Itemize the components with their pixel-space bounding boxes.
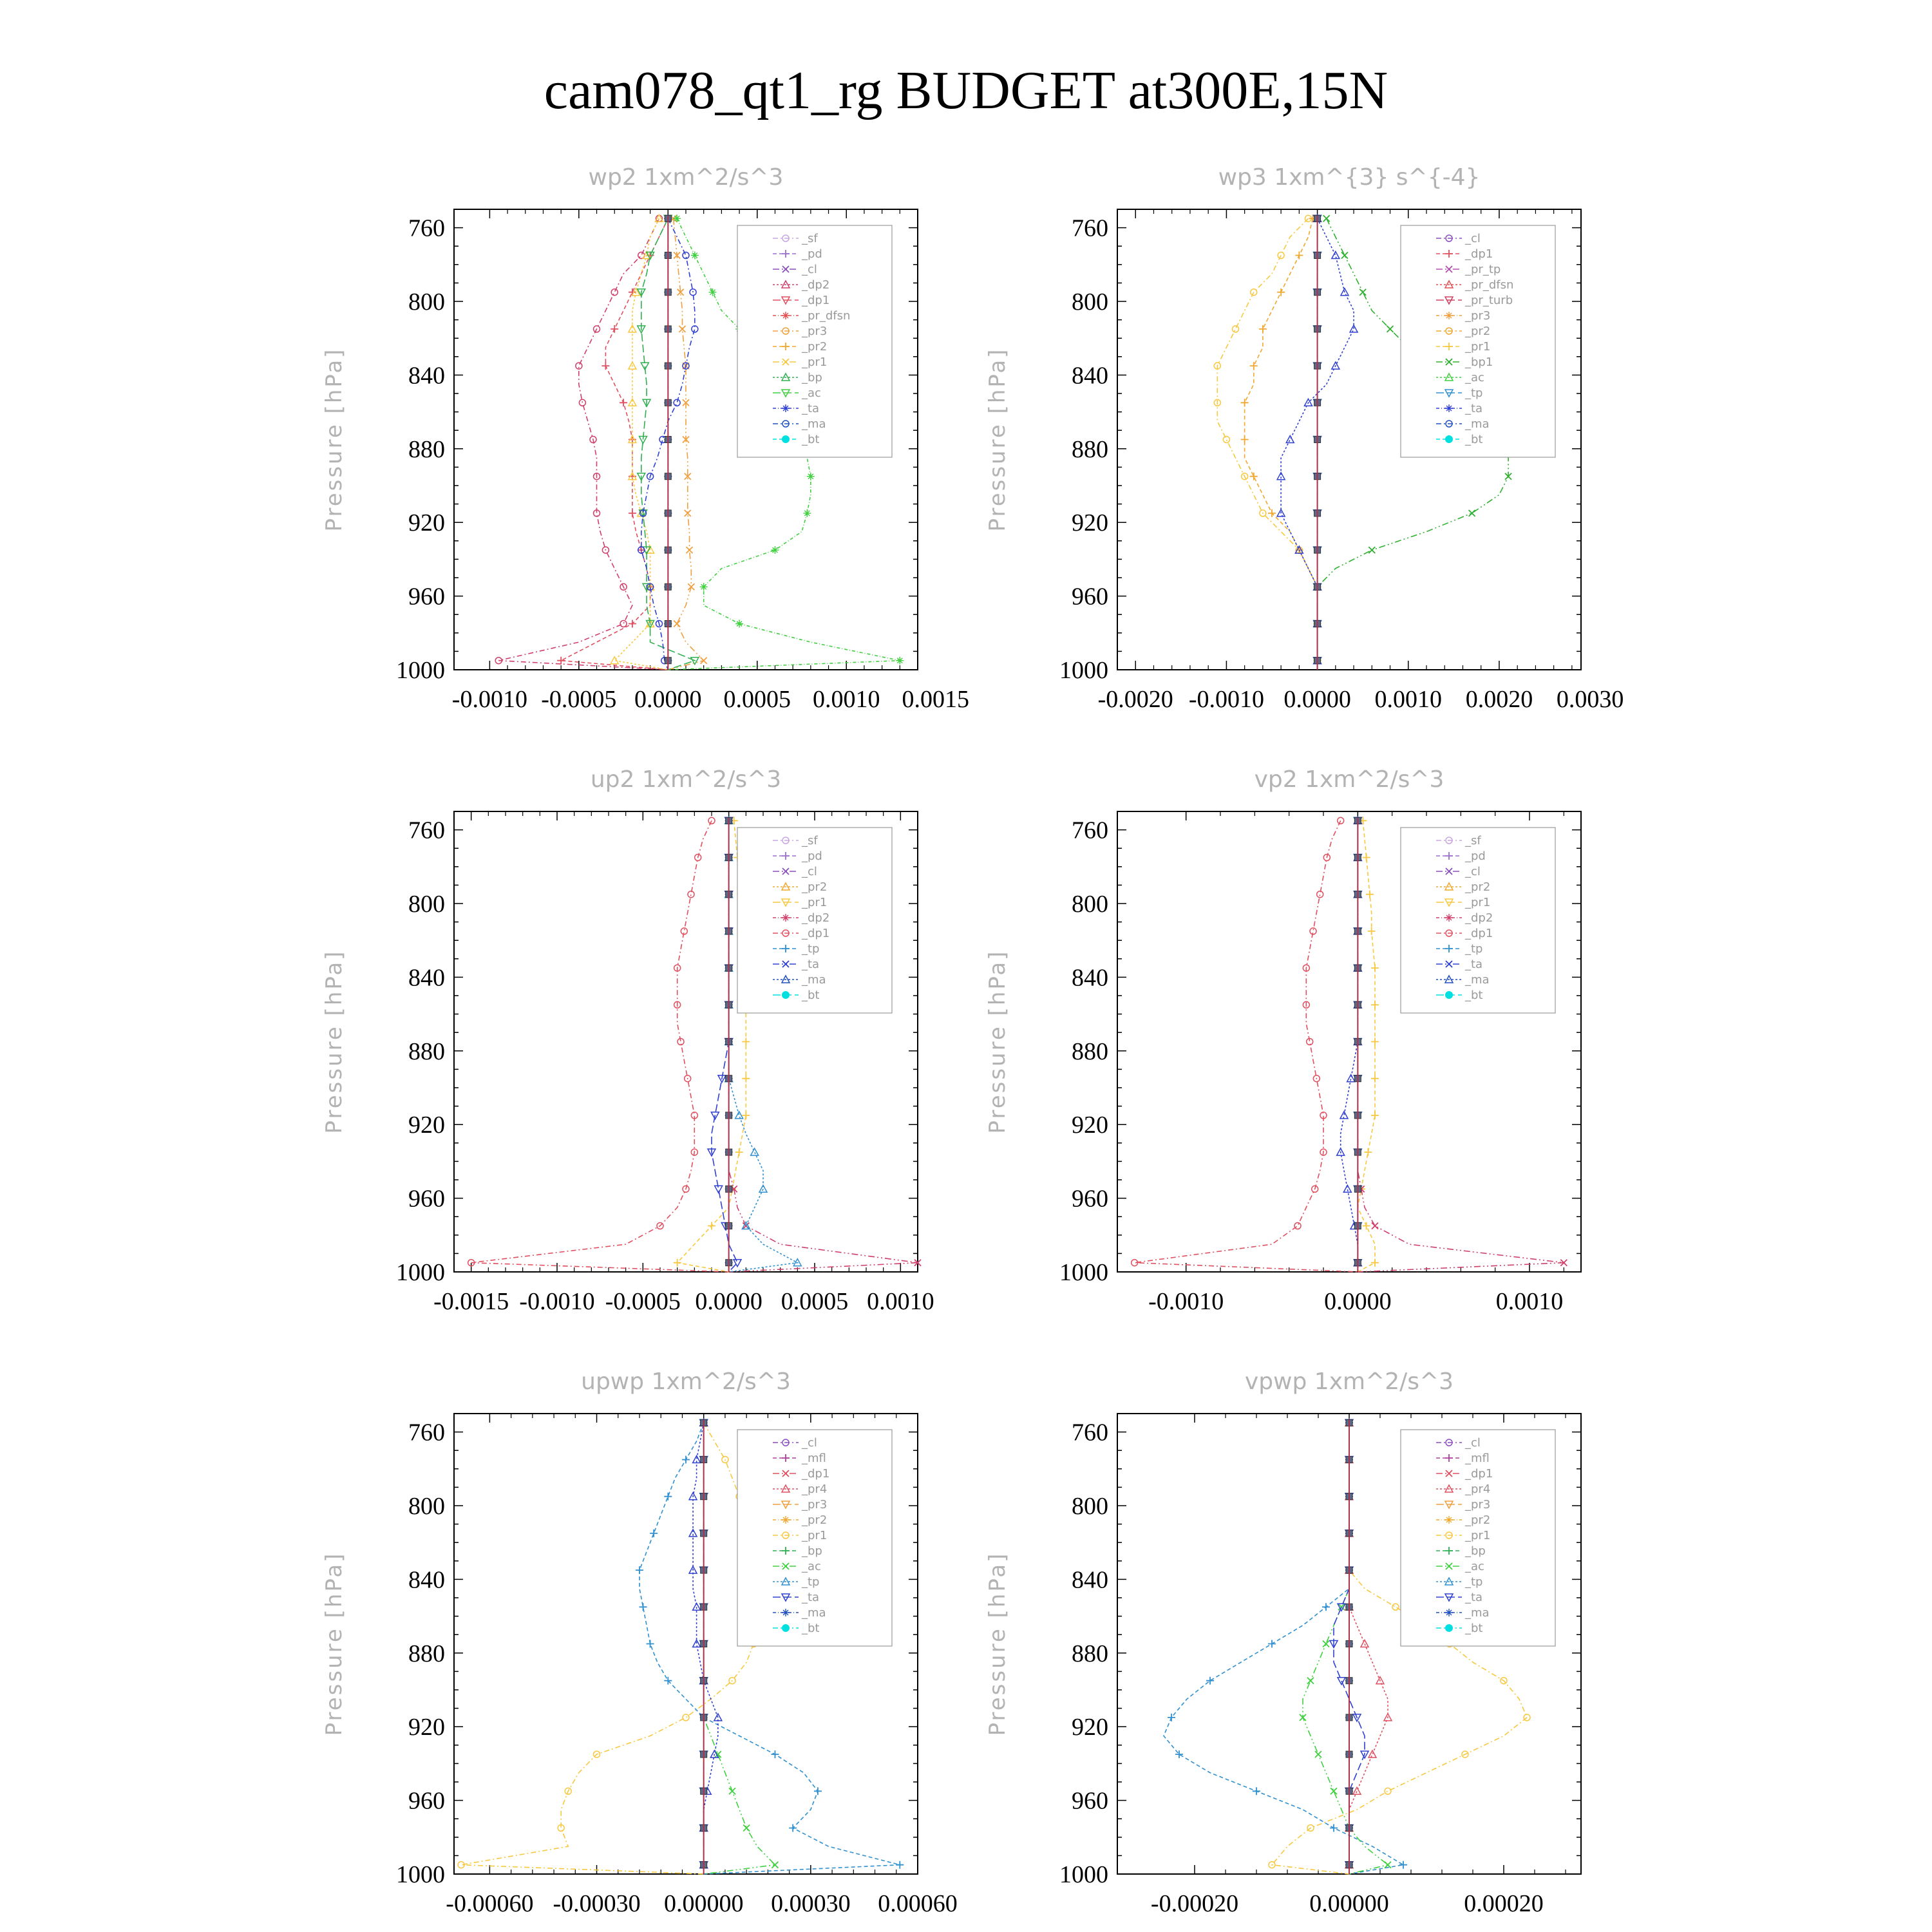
- x-tick-label: -0.0010: [1148, 1288, 1224, 1315]
- y-tick-label: 760: [408, 817, 445, 844]
- data-point: [1399, 1861, 1407, 1869]
- legend-label: _sf: [1465, 834, 1481, 848]
- series-line: [1135, 820, 1358, 1272]
- legend-label: _dp2: [1465, 911, 1493, 925]
- series-pr1: [1214, 215, 1320, 670]
- legend-label: _ac: [802, 1560, 821, 1573]
- y-tick-label: 840: [408, 964, 445, 992]
- y-tick-label: 800: [1072, 891, 1108, 918]
- series-line: [1245, 218, 1318, 670]
- legend-label: _dp2: [802, 911, 830, 925]
- legend-label: _tp: [1465, 386, 1483, 400]
- legend-label: _tp: [1465, 942, 1483, 956]
- legend-label: _bp: [1465, 1544, 1486, 1558]
- data-point: [1250, 473, 1258, 480]
- data-point: [1307, 1678, 1314, 1684]
- y-tick-label: 960: [1072, 1185, 1108, 1213]
- data-point: [1392, 1604, 1399, 1610]
- legend-label: _sf: [802, 232, 818, 245]
- y-tick-label: 880: [1072, 1037, 1108, 1065]
- data-point: [1317, 891, 1323, 898]
- legend-label: _pr2: [802, 340, 828, 354]
- data-point: [1371, 1259, 1379, 1267]
- data-point: [708, 1222, 715, 1230]
- legend-label: _ma: [802, 417, 826, 431]
- data-point: [1323, 215, 1330, 222]
- series-ac: [1300, 1419, 1391, 1874]
- y-axis-label: Pressure [hPa]: [985, 949, 1010, 1134]
- data-point: [611, 657, 618, 664]
- y-tick-label: 800: [408, 1493, 445, 1520]
- legend-label: _ta: [1465, 958, 1483, 971]
- data-point: [674, 621, 680, 627]
- legend-label: _bt: [1465, 1622, 1483, 1635]
- legend-label: _bp: [802, 1544, 822, 1558]
- legend-label: _cl: [1465, 865, 1481, 878]
- data-point: [807, 473, 815, 480]
- legend-label: _pr_dfsn: [1465, 278, 1514, 292]
- y-tick-label: 1000: [1059, 657, 1108, 684]
- legend-label: _dp1: [1465, 247, 1493, 261]
- legend-label: _pr_turb: [1465, 294, 1513, 307]
- panel-title: vp2 1xm^2/s^3: [1254, 766, 1444, 793]
- y-tick-label: 960: [408, 1787, 445, 1815]
- legend-label: _pr1: [1465, 896, 1491, 909]
- legend-label: _pr2: [1465, 325, 1491, 338]
- data-point: [1294, 1223, 1301, 1229]
- data-point: [683, 1714, 689, 1721]
- y-tick-label: 760: [1072, 214, 1108, 242]
- series-line: [1303, 1423, 1388, 1874]
- legend-label: _tp: [802, 1575, 820, 1589]
- legend-label: _bt: [802, 433, 820, 446]
- data-point: [709, 289, 717, 296]
- legend-label: _ma: [802, 973, 826, 987]
- y-tick-label: 1000: [396, 1861, 445, 1888]
- x-tick-label: 0.00030: [771, 1890, 851, 1917]
- data-point: [611, 325, 618, 333]
- y-axis-label: Pressure [hPa]: [985, 347, 1010, 532]
- data-point: [557, 657, 565, 665]
- y-tick-label: 840: [1072, 964, 1108, 992]
- legend-marker: [782, 1624, 790, 1632]
- x-tick-label: 0.0000: [695, 1288, 762, 1315]
- data-point: [771, 546, 779, 554]
- y-axis-label: Pressure [hPa]: [321, 1551, 347, 1736]
- legend-label: _pr1: [802, 355, 828, 369]
- x-tick-label: 0.0010: [812, 686, 880, 713]
- data-point: [601, 362, 609, 370]
- legend-marker: [782, 991, 790, 999]
- data-point: [1268, 1640, 1276, 1648]
- series-line: [1358, 820, 1375, 1272]
- data-point: [1323, 1641, 1329, 1647]
- legend-label: _pr3: [1465, 1498, 1491, 1511]
- data-point: [729, 1788, 735, 1794]
- data-point: [650, 1530, 658, 1537]
- y-tick-label: 1000: [396, 1259, 445, 1286]
- data-point: [701, 658, 707, 664]
- legend-label: _pr2: [1465, 880, 1491, 894]
- data-point: [1469, 510, 1475, 516]
- legend-label: _bt: [802, 1622, 820, 1635]
- x-tick-label: 0.00060: [878, 1890, 958, 1917]
- x-tick-label: 0.0005: [723, 686, 791, 713]
- data-point: [679, 326, 685, 332]
- legend-label: _ta: [1465, 1591, 1483, 1604]
- y-tick-label: 960: [1072, 1787, 1108, 1815]
- x-tick-label: -0.0015: [433, 1288, 509, 1315]
- y-tick-label: 920: [408, 1714, 445, 1741]
- x-tick-label: 0.0010: [867, 1288, 934, 1315]
- legend-label: _ta: [802, 958, 820, 971]
- panel-1: [321, 164, 969, 713]
- y-tick-label: 800: [408, 891, 445, 918]
- data-point: [611, 289, 618, 296]
- y-tick-label: 760: [408, 1419, 445, 1446]
- panel-title: vpwp 1xm^2/s^3: [1244, 1368, 1454, 1395]
- data-point: [1268, 509, 1276, 517]
- legend-label: _ma: [1465, 1606, 1490, 1620]
- data-point: [1286, 436, 1294, 443]
- panel-6: [985, 1368, 1581, 1917]
- legend-label: _ac: [1465, 371, 1484, 384]
- data-point: [1359, 289, 1366, 296]
- data-point: [743, 1825, 750, 1832]
- legend-label: _dp1: [1465, 1467, 1493, 1481]
- data-point: [1315, 1751, 1321, 1757]
- legend-label: _ta: [1465, 402, 1483, 415]
- data-point: [814, 1787, 822, 1795]
- data-point: [751, 1148, 759, 1155]
- y-tick-label: 760: [1072, 1419, 1108, 1446]
- data-point: [1371, 964, 1379, 972]
- data-point: [1371, 1075, 1379, 1083]
- x-tick-label: 0.0010: [1495, 1288, 1564, 1315]
- panel-2: [985, 164, 1624, 713]
- y-tick-label: 880: [1072, 1640, 1108, 1667]
- legend-label: _bt: [802, 989, 820, 1002]
- y-tick-label: 840: [1072, 1566, 1108, 1594]
- legend-label: _ma: [1465, 417, 1490, 431]
- legend-label: _pr1: [802, 896, 828, 909]
- data-point: [1253, 1787, 1260, 1795]
- x-tick-label: 0.0000: [1283, 686, 1351, 713]
- legend-label: _pr3: [802, 1498, 828, 1511]
- y-tick-label: 760: [408, 214, 445, 242]
- series-pr3: [668, 215, 706, 670]
- x-tick-label: -0.00020: [1150, 1890, 1239, 1917]
- data-point: [1368, 927, 1376, 935]
- series-dp1: [1132, 817, 1358, 1272]
- data-point: [1363, 854, 1370, 862]
- legend-label: _cl: [802, 1436, 817, 1450]
- legend-marker: [1445, 435, 1453, 443]
- legend-label: _pr4: [802, 1482, 828, 1496]
- data-point: [1368, 1750, 1376, 1757]
- panel-4: [985, 766, 1581, 1315]
- series-line: [1341, 820, 1358, 1272]
- data-point: [674, 399, 680, 406]
- legend-label: _mfl: [802, 1452, 826, 1465]
- x-tick-label: 0.0030: [1556, 686, 1624, 713]
- data-point: [1241, 436, 1249, 444]
- series-line: [677, 820, 746, 1272]
- legend-label: _cl: [1465, 232, 1481, 245]
- series-line: [668, 218, 703, 670]
- y-tick-label: 880: [408, 1640, 445, 1667]
- series-line: [693, 1423, 718, 1874]
- data-point: [636, 1566, 643, 1574]
- data-point: [1341, 252, 1348, 259]
- legend-label: _pr3: [802, 325, 828, 338]
- y-tick-label: 920: [1072, 1714, 1108, 1741]
- data-point: [629, 509, 636, 517]
- legend-label: _ma: [802, 1606, 826, 1620]
- data-point: [620, 621, 627, 627]
- y-tick-label: 800: [1072, 1493, 1108, 1520]
- series-pr1: [611, 214, 668, 670]
- data-point: [1250, 362, 1258, 370]
- data-point: [742, 1112, 750, 1119]
- x-tick-label: 0.0005: [781, 1288, 849, 1315]
- data-point: [1368, 547, 1375, 553]
- legend-marker: [1445, 991, 1453, 999]
- x-tick-label: -0.0010: [451, 686, 527, 713]
- legend-label: _dp1: [802, 294, 830, 307]
- series-ta: [708, 817, 741, 1272]
- x-tick-label: 0.0000: [1324, 1288, 1392, 1315]
- data-point: [688, 583, 694, 590]
- series-line: [1164, 1423, 1403, 1874]
- data-point: [1223, 437, 1229, 443]
- data-point: [735, 1112, 743, 1119]
- legend-label: _sf: [802, 834, 818, 848]
- y-tick-label: 880: [1072, 435, 1108, 463]
- legend-label: _pr_tp: [1465, 263, 1501, 276]
- data-point: [700, 583, 708, 591]
- data-point: [579, 399, 585, 406]
- y-tick-label: 920: [408, 509, 445, 537]
- y-tick-label: 800: [1072, 289, 1108, 316]
- data-point: [1371, 1038, 1379, 1046]
- x-tick-label: 0.0015: [902, 686, 969, 713]
- data-point: [1366, 891, 1374, 898]
- panel-title: upwp 1xm^2/s^3: [581, 1368, 791, 1395]
- legend-label: _pr1: [802, 1529, 828, 1542]
- legend-label: _bp: [802, 371, 822, 384]
- legend-label: _pr3: [1465, 309, 1491, 323]
- y-tick-label: 840: [408, 362, 445, 390]
- data-point: [1363, 1222, 1370, 1230]
- x-tick-label: -0.0005: [605, 1288, 681, 1315]
- legend-label: _cl: [802, 263, 817, 276]
- x-tick-label: -0.0020: [1097, 686, 1173, 713]
- data-point: [1387, 326, 1394, 332]
- legend-label: _pr2: [1465, 1513, 1491, 1527]
- y-tick-label: 1000: [396, 657, 445, 684]
- y-tick-label: 920: [408, 1112, 445, 1139]
- data-point: [1322, 1603, 1330, 1611]
- legend-label: _tp: [802, 942, 820, 956]
- x-tick-label: -0.00060: [446, 1890, 534, 1917]
- legend-label: _ta: [802, 1591, 820, 1604]
- data-point: [803, 509, 811, 517]
- data-point: [1361, 1640, 1368, 1647]
- x-tick-label: 0.00000: [663, 1890, 744, 1917]
- data-point: [1241, 399, 1249, 406]
- x-tick-label: -0.00030: [553, 1890, 641, 1917]
- data-point: [647, 1640, 654, 1648]
- y-axis-label: Pressure [hPa]: [321, 949, 347, 1134]
- legend-label: _tp: [1465, 1575, 1483, 1589]
- legend: [737, 225, 892, 457]
- data-point: [1295, 252, 1303, 260]
- figure-title: cam078_qt1_rg BUDGET at300E,15N: [544, 61, 1388, 120]
- data-point: [1353, 1787, 1361, 1794]
- legend-label: _cl: [1465, 1436, 1481, 1450]
- data-point: [687, 547, 693, 553]
- legend-label: _dp1: [802, 927, 830, 940]
- panel-title: wp2 1xm^2/s^3: [588, 164, 784, 191]
- series-dp1: [468, 817, 729, 1272]
- data-point: [1277, 289, 1285, 296]
- data-point: [1364, 1148, 1372, 1156]
- data-point: [1385, 1788, 1391, 1794]
- series-line: [712, 820, 737, 1272]
- y-tick-label: 800: [408, 289, 445, 316]
- series-line: [461, 1423, 757, 1874]
- legend-label: _bp1: [1465, 355, 1493, 369]
- x-tick-label: 0.0010: [1374, 686, 1443, 713]
- legend-label: _dp1: [802, 1467, 830, 1481]
- data-point: [772, 1862, 778, 1868]
- y-axis-label: Pressure [hPa]: [985, 1551, 1010, 1736]
- y-tick-label: 960: [1072, 583, 1108, 611]
- data-point: [639, 1603, 647, 1611]
- legend-label: _pd: [1465, 849, 1486, 863]
- legend-label: _pr4: [1465, 1482, 1491, 1496]
- y-tick-label: 880: [408, 1037, 445, 1065]
- y-tick-label: 840: [408, 1566, 445, 1594]
- data-point: [735, 620, 743, 628]
- data-point: [673, 214, 681, 222]
- panel-3: [321, 766, 934, 1315]
- data-point: [693, 1603, 701, 1610]
- legend: [737, 828, 892, 1013]
- legend-label: _mfl: [1465, 1452, 1490, 1465]
- series-pr2: [1241, 214, 1321, 670]
- legend-label: _pr2: [802, 880, 828, 894]
- series-line: [1217, 218, 1317, 670]
- series-line: [614, 218, 668, 670]
- panel-title: wp3 1xm^{3} s^{-4}: [1218, 164, 1481, 191]
- data-point: [742, 1075, 750, 1083]
- data-point: [1371, 1112, 1379, 1119]
- series-line: [471, 820, 729, 1272]
- legend-marker: [1445, 1624, 1453, 1632]
- legend-label: _ma: [1465, 973, 1490, 987]
- data-point: [896, 657, 904, 665]
- legend-label: _pr2: [802, 1513, 828, 1527]
- y-axis-label: Pressure [hPa]: [321, 347, 347, 532]
- data-point: [629, 620, 636, 628]
- legend-label: _bt: [1465, 433, 1483, 446]
- series-tp: [1164, 1419, 1407, 1874]
- series-pr1: [458, 1419, 761, 1874]
- y-tick-label: 920: [1072, 1112, 1108, 1139]
- legend-label: _pd: [802, 849, 822, 863]
- series-line: [1349, 1423, 1388, 1874]
- legend-label: _dp1: [1465, 927, 1493, 940]
- series-dp1: [557, 214, 672, 670]
- legend: [1401, 225, 1555, 457]
- legend-label: _ta: [802, 402, 820, 415]
- y-tick-label: 960: [408, 1185, 445, 1213]
- x-tick-label: -0.0005: [541, 686, 617, 713]
- x-tick-label: 0.0000: [634, 686, 702, 713]
- data-point: [620, 399, 627, 406]
- legend-label: _pr_dfsn: [802, 309, 851, 323]
- legend: [1401, 828, 1555, 1013]
- y-tick-label: 1000: [1059, 1861, 1108, 1888]
- y-tick-label: 760: [1072, 817, 1108, 844]
- y-tick-label: 1000: [1059, 1259, 1108, 1286]
- data-point: [742, 1038, 750, 1046]
- legend-label: _pd: [802, 247, 822, 261]
- x-tick-label: 0.0020: [1465, 686, 1533, 713]
- data-point: [691, 252, 699, 260]
- x-tick-label: 0.00020: [1464, 1890, 1544, 1917]
- data-point: [1372, 1223, 1378, 1229]
- y-tick-label: 960: [408, 583, 445, 611]
- legend-label: _ac: [1465, 1560, 1484, 1573]
- data-point: [1371, 1001, 1379, 1009]
- data-point: [896, 1861, 904, 1869]
- legend: [737, 1430, 892, 1646]
- y-tick-label: 880: [408, 435, 445, 463]
- data-point: [1233, 326, 1239, 332]
- data-point: [1330, 1824, 1338, 1832]
- legend-label: _ac: [802, 386, 821, 400]
- panel-title: up2 1xm^2/s^3: [590, 766, 782, 793]
- legend-label: _pr1: [1465, 340, 1491, 354]
- data-point: [735, 1148, 743, 1156]
- legend-label: _bt: [1465, 989, 1483, 1002]
- series-line: [561, 218, 668, 670]
- legend-label: _pr1: [1465, 1529, 1491, 1542]
- x-tick-label: 0.00000: [1309, 1890, 1389, 1917]
- x-tick-label: -0.0010: [1188, 686, 1264, 713]
- legend-marker: [782, 435, 790, 443]
- y-tick-label: 920: [1072, 509, 1108, 537]
- legend: [1401, 1430, 1555, 1646]
- legend-label: _dp2: [802, 278, 830, 292]
- data-point: [664, 1493, 672, 1501]
- legend-label: _cl: [802, 865, 817, 878]
- data-point: [682, 1456, 690, 1464]
- panel-5: [321, 1368, 958, 1917]
- data-point: [789, 1824, 797, 1832]
- data-point: [771, 1750, 779, 1758]
- y-tick-label: 840: [1072, 362, 1108, 390]
- x-tick-label: -0.0010: [519, 1288, 595, 1315]
- data-point: [1331, 1788, 1337, 1794]
- data-point: [1259, 325, 1267, 333]
